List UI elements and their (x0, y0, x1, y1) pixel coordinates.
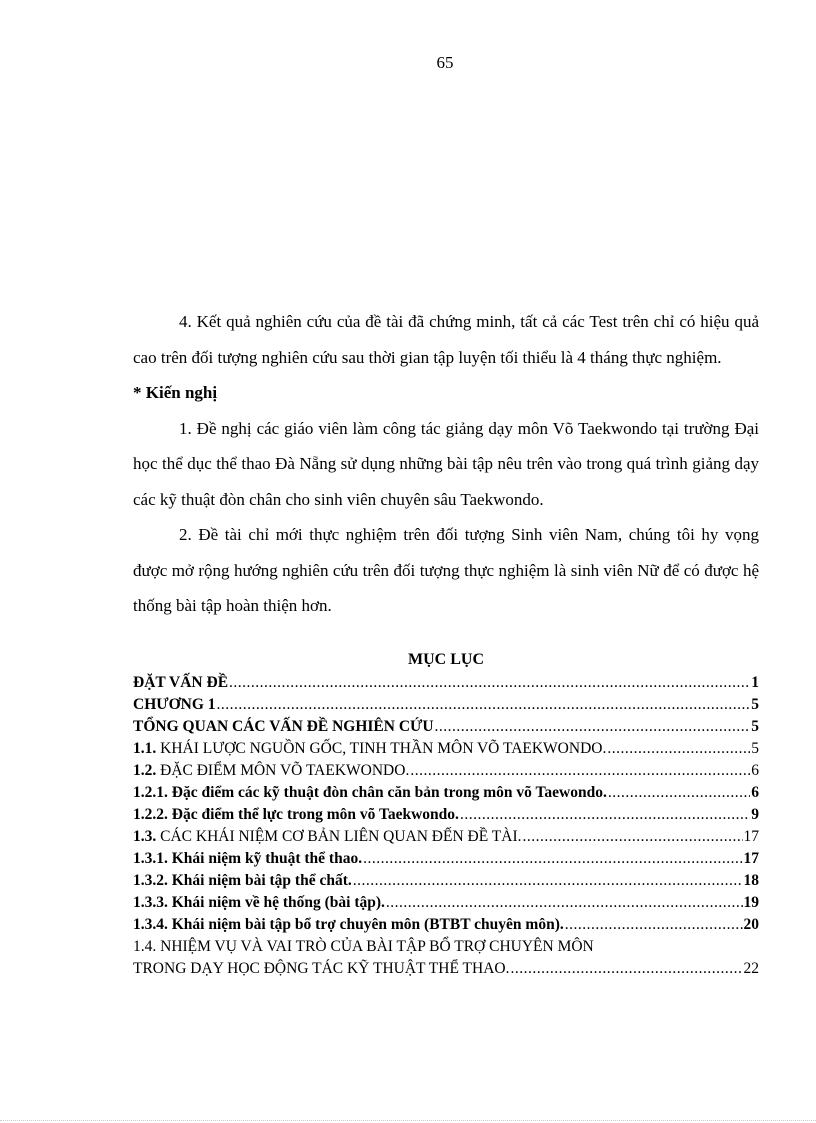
toc-entry-label: TRONG DẠY HỌC ĐỘNG TÁC KỸ THUẬT THỂ THAO. (133, 960, 510, 977)
toc-entry (133, 716, 759, 738)
toc-entry (133, 804, 759, 826)
toc-leader (435, 716, 751, 738)
table-of-contents (133, 648, 759, 980)
toc-entry (133, 760, 759, 782)
toc-leader (607, 738, 750, 760)
toc-entry-page: 17 (743, 850, 759, 867)
toc-leader (608, 782, 750, 804)
toc-entry-label: 1.3.2. Khái niệm bài tập thể chất. (133, 872, 352, 889)
toc-leader (363, 848, 742, 870)
toc-leader (353, 870, 743, 892)
toc-leader (386, 892, 743, 914)
toc-entry-page: 1 (751, 674, 759, 691)
paragraph-recommendation-2: 2. Đề tài chỉ mới thực nghiệm trên đối tượng Sinh viên Nam, chúng tôi hy vọng được mở rộng hướng nghiên cứu trên đối tượng thực nghiệm là sinh viên Nữ để có được hệ thống bài tập hoàn thiện hơn. (133, 525, 759, 615)
toc-entry (133, 914, 759, 936)
toc-entry-label (133, 826, 521, 848)
toc-entry (133, 782, 759, 804)
toc-entry-label (133, 738, 606, 760)
toc-entry-page: 6 (751, 762, 759, 779)
toc-entry-label: 1.3.4. Khái niệm bài tập bổ trợ chuyên môn (BTBT chuyên môn). (133, 916, 564, 933)
toc-entry-page: 5 (751, 718, 759, 735)
toc-title: MỤC LỤC (408, 651, 484, 668)
toc-entry (133, 694, 759, 716)
toc-entry-number: 1.1. (133, 740, 157, 757)
toc-entry-page: 5 (751, 696, 759, 713)
toc-entry-page: 5 (751, 740, 759, 757)
paragraph-recommendation-1: 1. Đề nghị các giáo viên làm công tác giảng dạy môn Võ Taekwondo tại trường Đại học thể dục thể thao Đà Nẵng sử dụng những bài tập nêu trên vào trong quá trình giảng dạy các kỹ thuật đòn chân cho sinh viên chuyên sâu Taekwondo. (133, 418, 759, 509)
toc-leader (460, 804, 750, 826)
heading-recommendations: * Kiến nghị (133, 383, 218, 402)
toc-entry-number: 1.3. (133, 828, 157, 845)
toc-entry-page: 22 (743, 960, 759, 977)
toc-entry-label: 1.3.1. Khái niệm kỹ thuật thể thao. (133, 850, 363, 867)
toc-entry-page: 19 (743, 894, 759, 911)
toc-leader (217, 694, 751, 716)
toc-entry-page: 18 (743, 872, 759, 889)
toc-entry-label: 1.2.2. Đặc điểm thể lực trong môn võ Taekwondo. (133, 806, 459, 823)
toc-entry-page: 20 (743, 916, 759, 933)
toc-entry-text: ĐẶC ĐIỂM MÔN VÕ TAEKWONDO. (160, 762, 410, 779)
toc-entry (133, 672, 759, 694)
toc-entry-page: 9 (751, 806, 759, 823)
paragraph-conclusion-4: 4. Kết quả nghiên cứu của đề tài đã chứng minh, tất cả các Test trên chỉ có hiệu quả cao trên đối tượng nghiên cứu sau thời gian tập luyện tối thiểu là 4 tháng thực nghiệm. (133, 312, 759, 367)
toc-entry-page: 17 (743, 828, 759, 845)
toc-leader (229, 672, 750, 694)
page-number: 65 (436, 53, 454, 72)
toc-entry (133, 826, 759, 848)
toc-leader (510, 958, 742, 980)
toc-entry-text: KHÁI LƯỢC NGUỒN GỐC, TINH THẦN MÔN VÕ TAEKWONDO. (160, 740, 607, 757)
page-bottom-border (0, 1120, 816, 1121)
toc-entry (133, 738, 759, 760)
toc-entry (133, 958, 759, 980)
toc-entry (133, 870, 759, 892)
toc-entry-label: CHƯƠNG 1 (133, 696, 216, 713)
toc-entry (133, 848, 759, 870)
conclusion-section (133, 304, 759, 624)
toc-entry (133, 892, 759, 914)
toc-entry-label (133, 760, 409, 782)
toc-entry-text: CÁC KHÁI NIỆM CƠ BẢN LIÊN QUAN ĐẾN ĐỀ TÀI. (160, 828, 522, 845)
toc-leader (410, 760, 750, 782)
toc-entry-number: 1.2. (133, 762, 157, 779)
toc-entry-line-1: 1.4. NHIỆM VỤ VÀ VAI TRÒ CỦA BÀI TẬP BỔ TRỢ CHUYÊN MÔN (133, 938, 594, 955)
toc-entry-label: 1.3.3. Khái niệm về hệ thống (bài tập). (133, 894, 385, 911)
toc-entry-label: 1.2.1. Đặc điểm các kỹ thuật đòn chân căn bản trong môn võ Taewondo. (133, 784, 607, 801)
toc-leader (565, 914, 743, 936)
toc-entry-label: ĐẶT VẤN ĐỀ (133, 674, 229, 691)
toc-entry-page: 6 (751, 784, 759, 801)
toc-leader (522, 826, 742, 848)
toc-entry-label: TỔNG QUAN CÁC VẤN ĐỀ NGHIÊN CỨU (133, 718, 434, 735)
